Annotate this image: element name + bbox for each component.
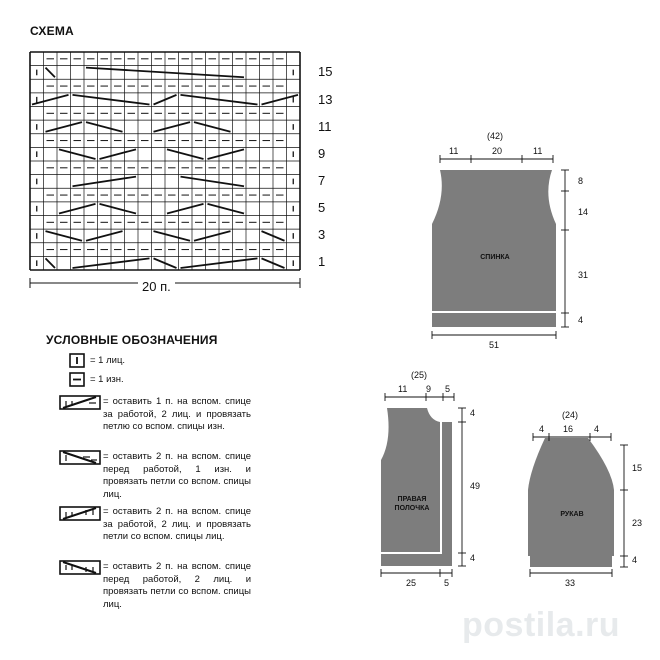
front-dim-4-top: 4	[470, 408, 476, 418]
row-number-3: 3	[318, 227, 326, 242]
back-label: СПИНКА	[480, 254, 510, 261]
front-bottom-band: 5	[444, 578, 450, 588]
legend-knit-text: = 1 лиц.	[90, 355, 126, 366]
front-label: ПРАВАЯ ПОЛОЧКА	[394, 496, 430, 512]
back-bottom-width: 51	[489, 340, 500, 350]
front-top-right: 5	[445, 384, 451, 394]
row-number-11: 11	[318, 119, 332, 134]
back-piece	[430, 170, 558, 327]
sleeve-label: РУКАВ	[560, 511, 584, 518]
sleeve-dim-4: 4	[632, 555, 638, 565]
back-top-center: 20	[492, 146, 503, 156]
legend-cross-left-text: = оставить 1 п. на вспом. спице за работой, 2 лиц. и провязать петлю со вспом. спицы изн.	[103, 396, 251, 432]
back-dim-4: 4	[578, 315, 584, 325]
sleeve-total-width: (24)	[562, 410, 579, 420]
row-number-9: 9	[318, 146, 326, 161]
front-top-left: 11	[398, 384, 408, 394]
legend-title: УСЛОВНЫЕ ОБОЗНАЧЕНИЯ	[46, 333, 218, 347]
front-bottom-width: 25	[406, 578, 417, 588]
back-dim-31: 31	[578, 270, 589, 280]
sleeve-bottom-width: 33	[565, 578, 576, 588]
sleeve-dim-15: 15	[632, 463, 643, 473]
row-number-13: 13	[318, 92, 333, 107]
back-top-right: 11	[533, 146, 543, 156]
sleeve-top-left: 4	[539, 424, 545, 434]
row-number-7: 7	[318, 173, 326, 188]
front-dim-49: 49	[470, 481, 481, 491]
sleeve-top-center: 16	[563, 424, 574, 434]
back-dim-14: 14	[578, 207, 589, 217]
back-dim-8: 8	[578, 176, 584, 186]
chart-width-label: 20 п.	[138, 279, 175, 294]
front-top-center: 9	[426, 384, 432, 394]
watermark-text: postila.ru	[462, 606, 621, 644]
back-top-left: 11	[449, 146, 459, 156]
back-total-width: (42)	[487, 131, 504, 141]
sleeve-dim-23: 23	[632, 518, 643, 528]
front-total-width: (25)	[411, 370, 428, 380]
front-dim-4-bottom: 4	[470, 553, 476, 563]
legend-cable-front-text: = оставить 2 п. на вспом. спице перед работой, 2 лиц. и провязать петли со вспом. спицы лиц.	[103, 561, 251, 610]
legend-cross-right-text: = оставить 2 п. на вспом. спице перед работой, 1 изн. и провязать петли со вспом. спицы лиц.	[103, 451, 251, 500]
legend-cable-back-text: = оставить 2 п. на вспом. спице за работой, 2 лиц. и провязать петли со вспом. спицы лиц.	[103, 506, 251, 542]
row-number-1: 1	[318, 254, 326, 269]
front-piece	[380, 408, 452, 566]
row-number-5: 5	[318, 200, 326, 215]
legend-purl-text: = 1 изн.	[90, 374, 124, 385]
scheme-title: СХЕМА	[30, 24, 74, 38]
sleeve-piece	[528, 438, 614, 567]
row-number-15: 15	[318, 64, 333, 79]
sleeve-top-right: 4	[594, 424, 600, 434]
